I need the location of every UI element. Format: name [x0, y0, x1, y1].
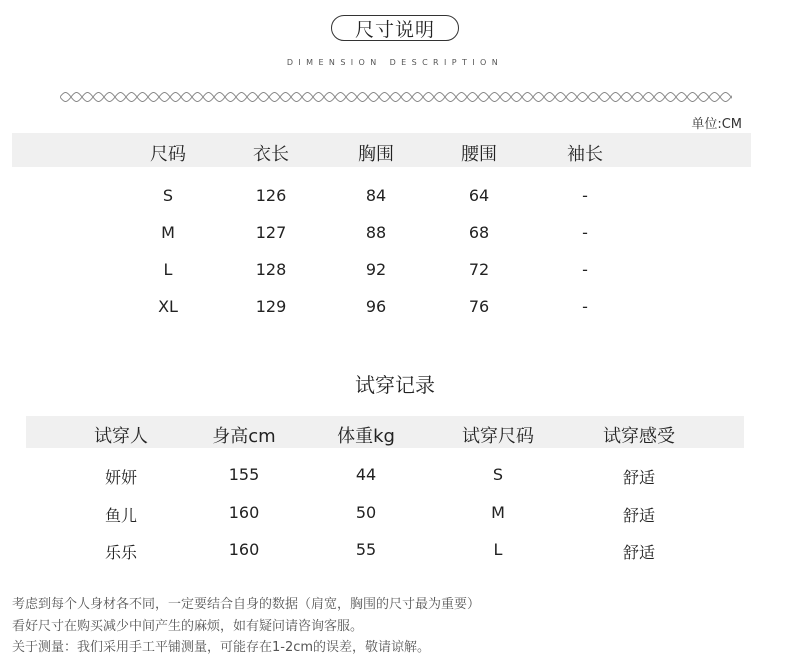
decorative-wave-divider	[60, 90, 732, 104]
table-cell: 76	[468, 297, 490, 316]
table-cell: 127	[255, 223, 287, 242]
column-header: 衣长	[253, 144, 289, 165]
table-cell: L	[163, 260, 173, 279]
table-cell: 96	[365, 297, 387, 316]
table-cell: XL	[158, 297, 178, 316]
table-cell: 72	[468, 260, 490, 279]
note-line: 看好尺寸在购买减少中间产生的麻烦，如有疑问请咨询客服。	[12, 618, 364, 634]
table-cell: 160	[228, 503, 260, 522]
table-cell: 128	[255, 260, 287, 279]
table-cell: -	[582, 260, 588, 279]
table-cell: 92	[365, 260, 387, 279]
column-header: 胸围	[358, 144, 394, 165]
table-cell: M	[161, 223, 175, 242]
table-cell: -	[582, 297, 588, 316]
column-header: 试穿感受	[603, 426, 675, 447]
column-header: 体重kg	[337, 426, 395, 447]
column-header: 尺码	[150, 144, 186, 165]
table-cell: 160	[228, 540, 260, 559]
table-cell: L	[493, 540, 503, 559]
column-header: 试穿人	[94, 426, 148, 447]
notes	[12, 594, 480, 659]
table-cell: 126	[255, 186, 287, 205]
table-cell: 129	[255, 297, 287, 316]
table-cell: 50	[355, 503, 377, 522]
table-cell: S	[492, 465, 504, 484]
table-cell: M	[491, 503, 505, 522]
column-header: 试穿尺码	[462, 426, 534, 447]
column-header: 腰围	[461, 144, 497, 165]
table-cell: 55	[355, 540, 377, 559]
table-cell: 44	[355, 465, 377, 484]
table-cell: 88	[365, 223, 387, 242]
page-title: 尺寸说明	[331, 15, 459, 41]
table-cell: 舒适	[622, 543, 656, 562]
page-subtitle: DIMENSION DESCRIPTION	[286, 58, 504, 67]
table-cell: 155	[228, 465, 260, 484]
table-cell: -	[582, 223, 588, 242]
column-header: 袖长	[567, 144, 603, 165]
note-line: 考虑到每个人身材各不同，一定要结合自身的数据（肩宽，胸围的尺寸最为重要）	[12, 597, 481, 612]
table-cell: 84	[365, 186, 387, 205]
table-cell: 妍妍	[104, 468, 138, 487]
column-header: 身高cm	[212, 426, 276, 447]
table-cell: 鱼儿	[104, 506, 138, 525]
fitting-section-title: 试穿记录	[355, 373, 435, 397]
table-cell: S	[162, 186, 174, 205]
note-line: 关于测量：我们采用手工平铺测量，可能存在1-2cm的误差，敬请谅解。	[12, 640, 431, 655]
table-cell: 乐乐	[104, 543, 138, 562]
unit-label: 单位:CM	[691, 117, 742, 132]
table-cell: 64	[468, 186, 490, 205]
table-cell: 68	[468, 223, 490, 242]
table-cell: 舒适	[622, 506, 656, 525]
table-cell: -	[582, 186, 588, 205]
table-cell: 舒适	[622, 468, 656, 487]
